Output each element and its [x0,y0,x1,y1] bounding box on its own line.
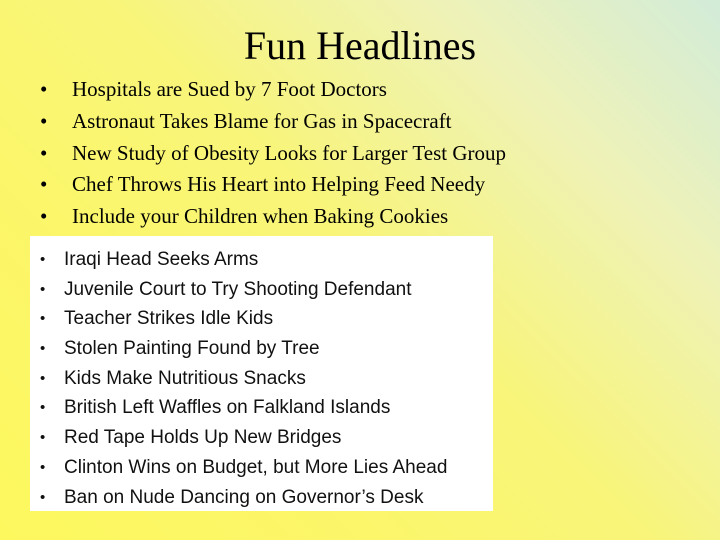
image-list-text: Ban on Nude Dancing on Governor’s Desk [64,486,424,508]
bullet-icon: • [40,310,46,328]
bullet-icon: • [40,488,46,506]
image-list-item [40,245,447,275]
bullet-icon: • [40,280,46,298]
bullet-item [40,138,506,170]
image-list-text: Teacher Strikes Idle Kids [64,308,274,330]
bullet-icon: • [40,172,48,197]
bullet-text: Chef Throws His Heart into Helping Feed Needy [72,172,486,197]
image-list-item [40,275,447,305]
image-list-text: Kids Make Nutritious Snacks [64,367,306,389]
bullet-item [40,106,506,138]
image-list-text: British Left Waffles on Falkland Islands [64,397,391,419]
image-list-item [40,364,447,394]
bullet-icon: • [40,340,46,358]
headline-bullet-list [40,74,506,233]
image-list-text: Juvenile Court to Try Shooting Defendant [64,278,412,300]
bullet-icon: • [40,108,48,133]
image-list-text: Iraqi Head Seeks Arms [64,249,259,270]
bullet-text: Astronaut Takes Blame for Gas in Spacecraft [72,108,452,133]
bullet-icon: • [40,399,46,417]
bullet-text: Include your Children when Baking Cookies [72,204,449,229]
slide-title: Fun Headlines [243,23,477,68]
bullet-icon: • [40,140,48,165]
image-list-item [40,304,447,334]
image-list-item [40,393,447,423]
bullet-icon: • [40,369,46,387]
image-list-text: Clinton Wins on Budget, but More Lies Ahead [64,456,448,478]
image-list-item [40,423,447,453]
image-list-item [40,334,447,364]
bullet-icon: • [40,251,46,268]
image-list-item [40,483,447,513]
bullet-item [40,169,506,201]
bullet-text: Hospitals are Sued by 7 Foot Doctors [72,77,387,101]
image-headline-list [40,245,447,512]
bullet-icon: • [40,204,48,229]
headline-image [30,236,493,511]
bullet-item [40,201,506,233]
bullet-icon: • [40,458,46,476]
image-list-item [40,453,447,483]
bullet-item [40,74,506,106]
bullet-icon: • [40,77,48,101]
image-list-text: Stolen Painting Found by Tree [64,338,320,360]
image-list-text: Red Tape Holds Up New Bridges [64,427,342,449]
bullet-icon: • [40,429,46,447]
bullet-text: New Study of Obesity Looks for Larger Test Group [72,140,507,165]
